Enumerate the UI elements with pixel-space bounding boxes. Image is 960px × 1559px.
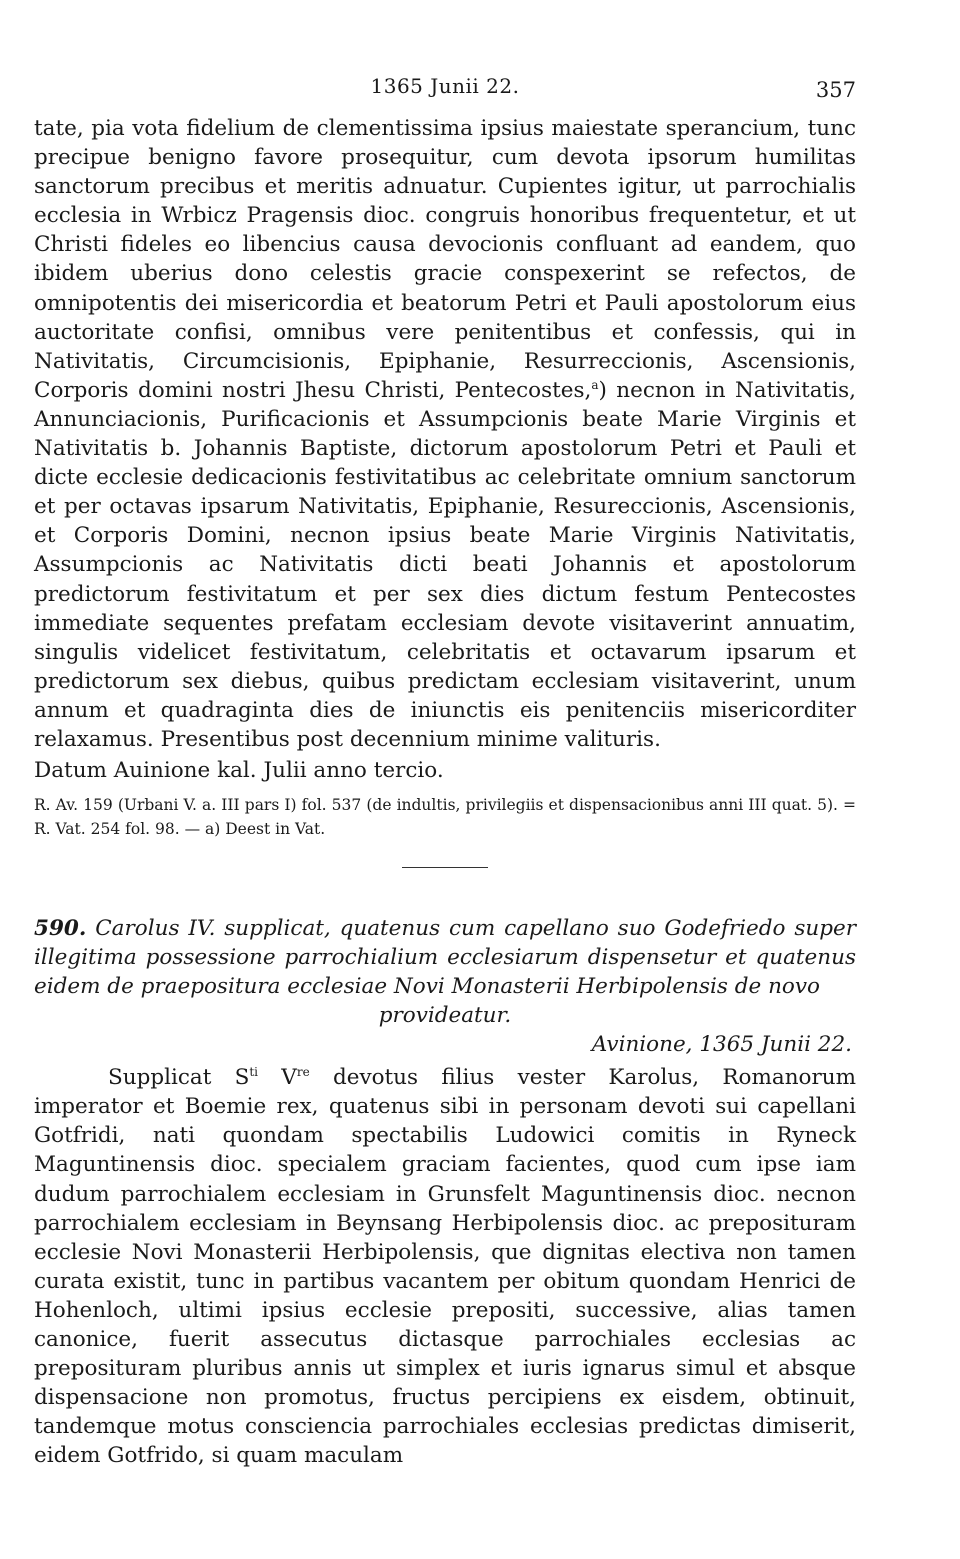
body-text-after-note: ) necnon in Nativitatis, Annunciacionis, Purificacionis et Assumpcionis beate Marie Virginis et Nativitatis b. Johannis Baptiste, dictorum apostolorum Petri et Pauli et dicte ecclesie dedicacionis festivitatibus ac celebritate omnium sanctorum et per octavas ipsarum Nativitatis, Epiphanie, Resureccionis, Ascensionis, et Corporis Domini, necnon ipsius beate Marie Virginis Nativitatis, Assumpcionis ac Nativitatis dicti beati Johannis et apostolorum predictorum festivitatum et per sex dies dictum festum Pentecostes immediate sequentes prefatam ecclesiam devote visitaverint annuatim, singulis videlicet festivitatum, celebritatis et octavarum ipsarum et predictorum sex diebus, quibus predictam ecclesiam visitaverint, unum annum et quadraginta dies de iniunctis eis penitenciis misericorditer relaxamus. Presentibus post decennium minime valituris. (34, 377, 856, 752)
body-start: Supplicat S (108, 1065, 250, 1091)
document-590-body (34, 1063, 856, 1470)
document-page (34, 62, 856, 1470)
document-number: 590. (34, 916, 87, 942)
body-rest: devotus filius vester Karolus, Romanorum imperator et Boemie rex, quatenus sibi in personam devoti sui capellani Gotfridi, nati quondam spectabilis Ludowici comitis in Ryneck Maguntinensis dioc. specialem graciam facientes, quod cum ipse iam dudum parrochialem ecclesiam in Grunsfelt Maguntinensis dioc. necnon parrochialem ecclesiam in Beynsang Herbipolensis dioc. ac preposituram ecclesie Novi Monasterii Herbipolensis, que dignitas electiva non tamen curata existit, tunc in partibus vacantem per obitum quondam Henrici de Hohenloch, ultimi ipsius ecclesie prepositi, successive, alias tamen canonice, fuerit assecutus dictasque parrochiales ecclesias ac preposituram pluribus annis ut simplex et iuris ignarus simul et absque dispensacione non promotus, fructus percipiens ex eisdem, obtinuit, tandemque motus consciencia parrochiales ecclesias predictas dimiserit, eidem Gotfrido, si quam maculam (34, 1065, 856, 1469)
footnote-marker: a (591, 377, 599, 392)
superscript-re: re (296, 1065, 310, 1079)
section-divider (402, 867, 488, 868)
page-header (34, 62, 856, 102)
document-589-body (34, 114, 856, 754)
document-title: Carolus IV. supplicat, quatenus cum capellano suo Godefriedo super illegitima possessione parrochialium ecclesiarum dispensetur et quatenus eidem de praepositura ecclesiae Novi Monasterii Herbipolensis de novo (34, 916, 856, 1000)
superscript-ti: ti (249, 1065, 259, 1079)
running-title: 1365 Junii 22. (370, 74, 520, 98)
dating-clause (34, 756, 856, 785)
page-number: 357 (815, 78, 856, 102)
document-590-heading (34, 914, 856, 1030)
place-and-date: Avinione, 1365 Junii 22. (591, 1032, 852, 1058)
document-title-end: provideatur. (378, 1003, 512, 1029)
document-589-continuation (34, 114, 856, 841)
body-text-before-note: tate, pia vota fidelium de clementissima ipsius maiestate sperancium, tunc precipue benigno favore prosequitur, cum devota ipsorum humilitas sanctorum precibus et meritis adnuatur. Cupientes igitur, ut parrochialis ecclesia in Wrbicz Pragensis dioc. congruis honoribus frequentetur, et ut Christi fideles eo libencius causa devocionis confluant ad eandem, quo ibidem uberius dono celestis gracie conspexerint se refectos, de omnipotentis dei misericordia et beatorum Petri et Pauli apostolorum eius auctoritate confisi, omnibus vere penitentibus et confessis, qui in Nativitatis, Circumcisionis, Epiphanie, Resurreccionis, Ascensionis, Corporis domini nostri Jhesu Christi, Pentecostes, (34, 116, 856, 403)
document-590-paragraph (34, 1063, 856, 1470)
dating-text: Datum Auinione kal. Julii anno tercio. (34, 758, 444, 784)
source-note: R. Av. 159 (Urbani V. a. III pars I) fol. 537 (de indultis, privilegiis et dispensacionibus anni III quat. 5). = R. Vat. 254 fol. 98. — a) Deest in Vat. (34, 796, 856, 839)
body-mid: V (258, 1065, 297, 1091)
